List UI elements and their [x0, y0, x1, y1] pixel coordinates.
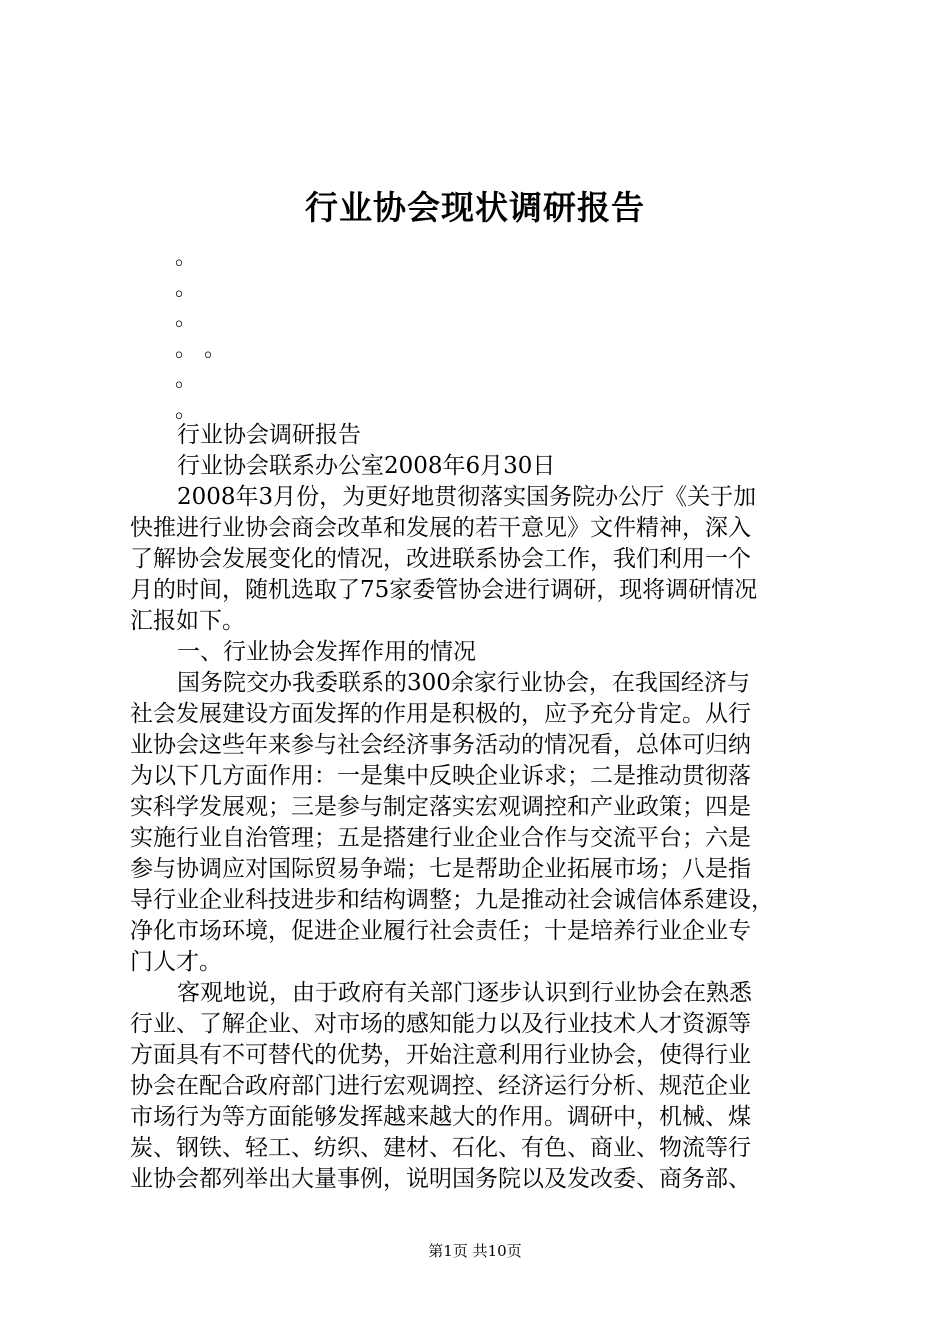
paragraph-line: 协会在配合政府部门进行宏观调控、经济运行分析、规范企业 [130, 1073, 751, 1099]
dot-line: 。 。 [175, 336, 226, 362]
paragraph-line: 实施行业自治管理；五是搭建行业企业合作与交流平台；六是 [130, 825, 751, 851]
paragraph-line: 炭、钢铁、轻工、纺织、建材、石化、有色、商业、物流等行 [130, 1135, 751, 1161]
paragraph-line: 业协会都列举出大量事例，说明国务院以及发改委、商务部、 [130, 1166, 751, 1192]
paragraph-line: 业协会这些年来参与社会经济事务活动的情况看，总体可归纳 [130, 732, 751, 758]
paragraph-line: 实科学发展观；三是参与制定落实宏观调控和产业政策；四是 [130, 794, 751, 820]
paragraph-line: 净化市场环境，促进企业履行社会责任；十是培养行业企业专 [130, 918, 751, 944]
section-heading [130, 637, 830, 668]
paragraph-line: 客观地说，由于政府有关部门逐步认识到行业协会在熟悉 [177, 980, 752, 1006]
dot-line: 。 [175, 245, 198, 270]
paragraph-line: 了解协会发展变化的情况，改进联系协会工作，我们利用一个 [130, 546, 751, 572]
dot-line: 。 [175, 275, 198, 301]
paragraph-line: 行业、了解企业、对市场的感知能力以及行业技术人才资源等 [130, 1011, 751, 1037]
paragraph-line: 市场行为等方面能够发挥越来越大的作用。调研中，机械、煤 [130, 1104, 751, 1130]
paragraph-line: 社会发展建设方面发挥的作用是积极的，应予充分肯定。从行 [130, 701, 751, 727]
paragraph-line: 门人才。 [130, 949, 222, 975]
paragraph-line: 为以下几方面作用：一是集中反映企业诉求；二是推动贯彻落 [130, 763, 751, 789]
document-title: 行业协会现状调研报告 [305, 188, 645, 227]
report-subtitle: 行业协会调研报告 [177, 422, 361, 448]
dot-line: 。 [175, 306, 198, 331]
paragraph-line: 快推进行业协会商会改革和发展的若干意见》文件精神，深入 [130, 515, 751, 541]
paragraph-line: 月的时间，随机选取了75家委管协会进行调研，现将调研情况 [130, 577, 758, 603]
paragraph-line: 国务院交办我委联系的300余家行业协会，在我国经济与 [177, 670, 750, 696]
dot-line: 。 [175, 367, 198, 392]
paragraph-roles [130, 668, 830, 978]
dot-list [175, 243, 226, 426]
document-body [130, 420, 830, 1195]
report-byline: 行业协会联系办公室2008年6月30日 [177, 453, 556, 479]
page-footer: 第1页 共10页 [428, 1242, 522, 1260]
paragraph-intro [130, 482, 830, 637]
paragraph-objective [130, 978, 830, 1195]
paragraph-line: 方面具有不可替代的优势，开始注意利用行业协会，使得行业 [130, 1042, 751, 1068]
paragraph-line: 参与协调应对国际贸易争端；七是帮助企业拓展市场；八是指 [130, 856, 751, 882]
paragraph-line: 导行业企业科技进步和结构调整；九是推动社会诚信体系建设， [130, 887, 774, 913]
paragraph-line: 2008年3月份，为更好地贯彻落实国务院办公厅《关于加 [177, 484, 757, 510]
paragraph-line: 汇报如下。 [130, 608, 245, 634]
section-heading-text: 一、行业协会发挥作用的情况 [177, 639, 476, 665]
dot-line: 。 [175, 397, 198, 423]
